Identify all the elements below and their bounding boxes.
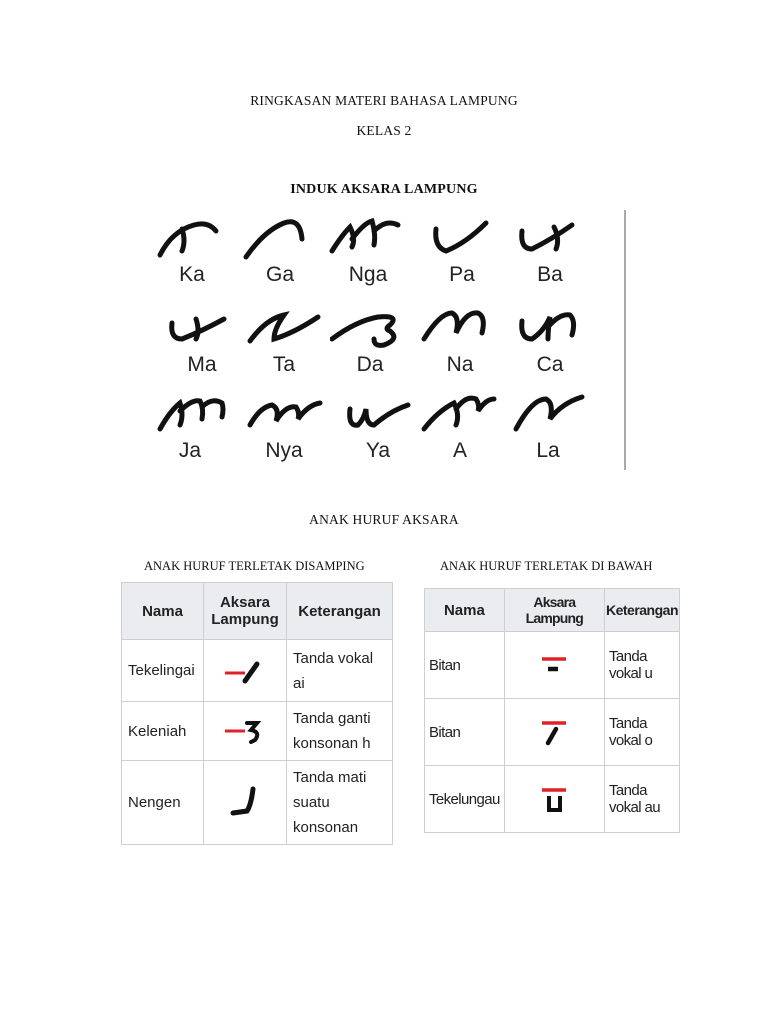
glyph-ga-shape [240, 209, 320, 265]
glyph-label: La [536, 439, 560, 462]
divider-line [624, 210, 626, 470]
glyph-ta [244, 299, 324, 387]
glyph-ca-shape [510, 299, 590, 355]
glyph-nga [328, 209, 408, 297]
table-row [425, 632, 680, 699]
glyph-ka [152, 209, 232, 297]
glyph-la [508, 385, 588, 473]
glyph-label: Ka [179, 263, 205, 286]
tekelungau-sign-icon [534, 782, 574, 816]
col-keterangan: Keterangan [287, 583, 393, 640]
induk-aksara-chart [140, 205, 630, 473]
col-nama: Nama [425, 589, 505, 632]
below-table [424, 588, 680, 833]
below-subheading: ANAK HURUF TERLETAK DI BAWAH [440, 559, 653, 573]
col-nama: Nama [122, 583, 204, 640]
cell-note: Tanda vokal u [604, 632, 679, 699]
table-header-row [425, 589, 680, 632]
table-row [122, 702, 393, 761]
glyph-label: Ca [536, 353, 564, 376]
cell-note: Tanda vokal ai [287, 640, 393, 702]
glyph-a-shape [420, 385, 500, 441]
cell-name: Nengen [122, 761, 204, 845]
glyph-label: Ga [265, 263, 294, 286]
glyph-label: Ta [272, 353, 296, 376]
glyph-label: Pa [449, 263, 475, 286]
cell-name: Bitan [425, 699, 505, 766]
beside-subheading: ANAK HURUF TERLETAK DISAMPING [144, 559, 365, 573]
cell-sign [504, 699, 604, 766]
cell-name: Tekelungau [425, 766, 505, 833]
cell-name: Keleniah [122, 702, 204, 761]
glyph-label: Nya [265, 439, 303, 462]
bitan-u-sign-icon [534, 651, 574, 679]
bitan-o-sign-icon [534, 715, 574, 749]
glyph-nga-shape [328, 209, 408, 265]
cell-note: Tanda vokal o [604, 699, 679, 766]
cell-sign [504, 632, 604, 699]
glyph-la-shape [508, 385, 588, 441]
keleniah-sign-icon [221, 716, 269, 746]
cell-note: Tanda mati suatu konsonan [287, 761, 393, 845]
glyph-da-shape [330, 299, 410, 355]
induk-heading: INDUK AKSARA LAMPUNG [290, 182, 478, 197]
table-row [122, 761, 393, 845]
glyph-ya-shape [338, 385, 418, 441]
glyph-pa [422, 209, 502, 297]
glyph-na-shape [420, 299, 500, 355]
glyph-label: Da [356, 353, 384, 376]
glyph-label: Ya [365, 439, 391, 462]
glyph-ma-shape [162, 299, 242, 355]
glyph-label: Ja [178, 439, 202, 462]
glyph-label: Ma [187, 353, 217, 376]
anak-heading: ANAK HURUF AKSARA [309, 512, 459, 527]
col-keterangan: Keterangan [604, 589, 679, 632]
cell-name: Tekelingai [122, 640, 204, 702]
glyph-ba-shape [510, 209, 590, 265]
glyph-nya [244, 385, 324, 473]
table-row [425, 766, 680, 833]
glyph-ga [240, 209, 320, 297]
glyph-ka-shape [152, 209, 232, 265]
glyph-ja [150, 385, 230, 473]
glyph-na [420, 299, 500, 387]
glyph-label: Nga [348, 263, 388, 286]
glyph-nya-shape [244, 385, 324, 441]
beside-table [121, 582, 393, 845]
cell-note: Tanda ganti konsonan h [287, 702, 393, 761]
glyph-pa-shape [422, 209, 502, 265]
table-header-row [122, 583, 393, 640]
cell-sign [204, 761, 287, 845]
glyph-ja-shape [150, 385, 230, 441]
glyph-ta-shape [244, 299, 324, 355]
glyph-ca [510, 299, 590, 387]
glyph-ba [510, 209, 590, 297]
tekelingai-sign-icon [221, 656, 269, 686]
glyph-ya [338, 385, 418, 473]
cell-sign [504, 766, 604, 833]
glyph-da [330, 299, 410, 387]
table-row [425, 699, 680, 766]
document-grade: KELAS 2 [356, 123, 412, 138]
glyph-label: Ba [537, 263, 563, 286]
nengen-sign-icon [221, 783, 269, 823]
table-row [122, 640, 393, 702]
col-aksara: Aksara Lampung [204, 583, 287, 640]
glyph-a [420, 385, 500, 473]
cell-sign [204, 702, 287, 761]
cell-note: Tanda vokal au [604, 766, 679, 833]
glyph-label: Na [446, 353, 474, 376]
document-title: RINGKASAN MATERI BAHASA LAMPUNG [250, 93, 518, 108]
glyph-label: A [452, 439, 467, 462]
cell-name: Bitan [425, 632, 505, 699]
cell-sign [204, 640, 287, 702]
col-aksara: Aksara Lampung [504, 589, 604, 632]
glyph-ma [162, 299, 242, 387]
